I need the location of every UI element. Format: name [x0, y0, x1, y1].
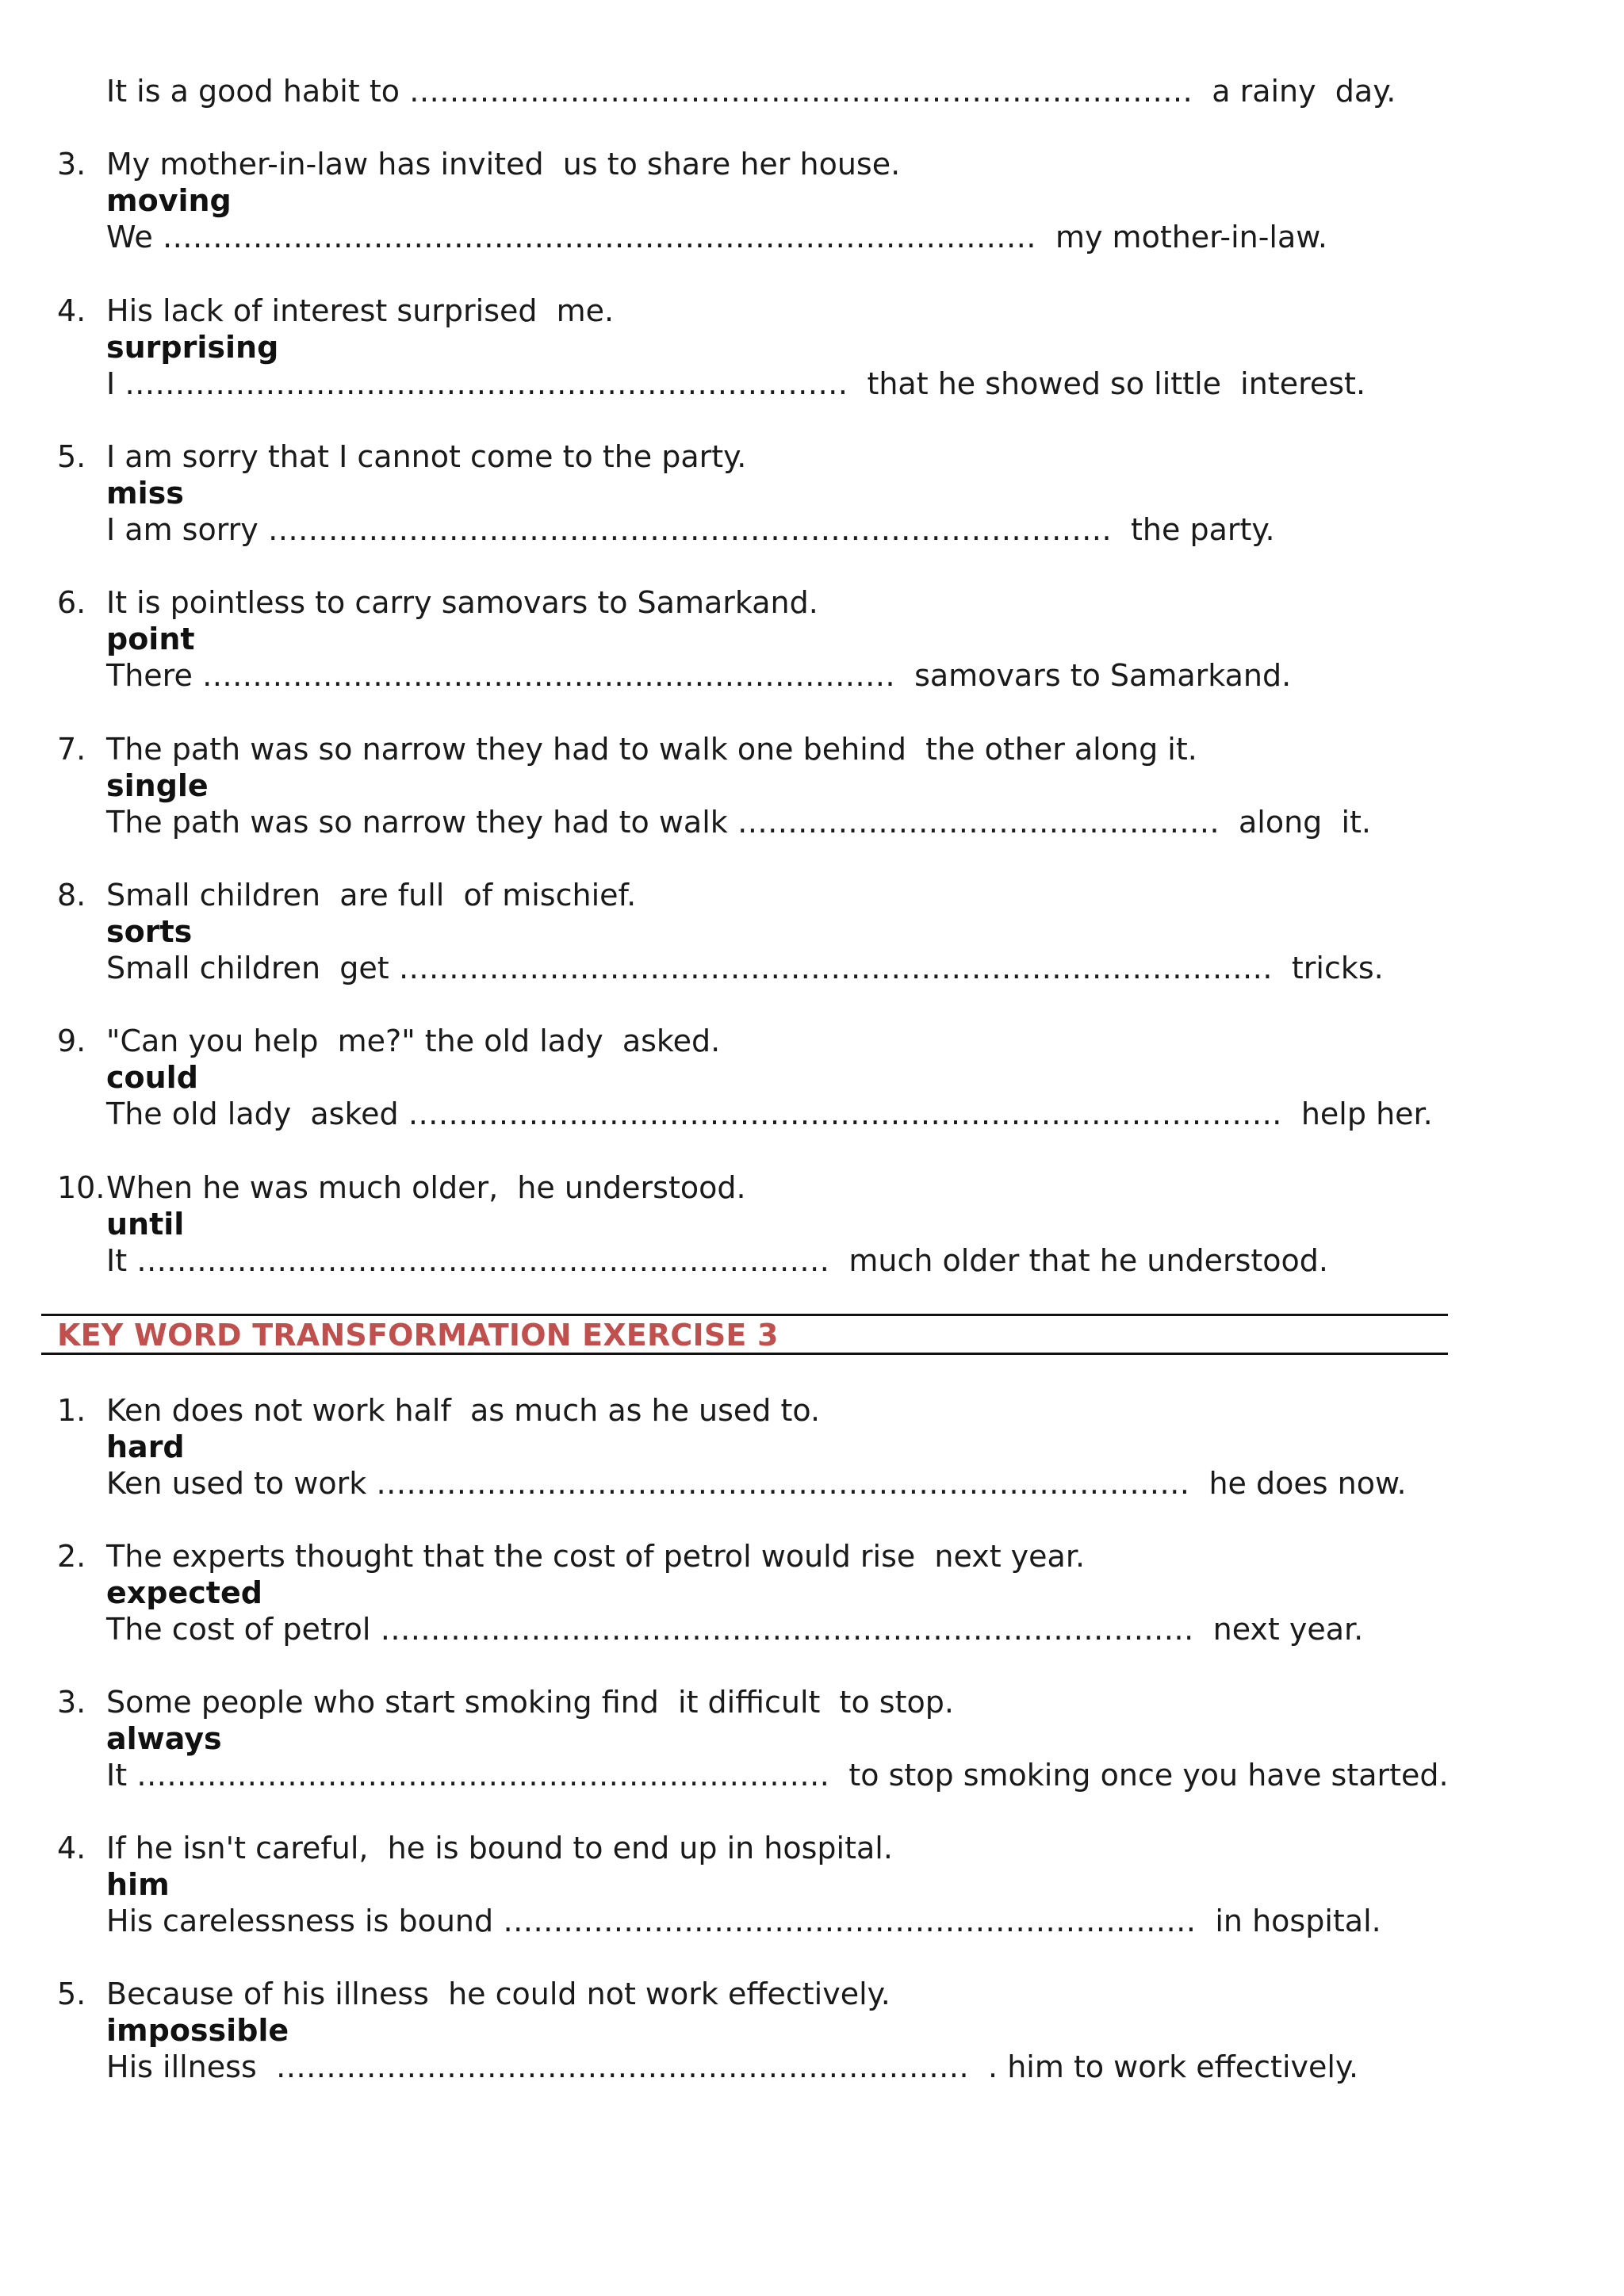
- ex2-item-3-keyword: moving: [106, 183, 232, 218]
- ex2-item-4-answer-line: I ……………………………………………………………… that he showed so little interest.: [106, 366, 1366, 401]
- section-rule-bottom: [41, 1353, 1448, 1355]
- ex3-item-3-prompt: Some people who start smoking find it difficult to stop.: [106, 1685, 954, 1720]
- ex2-item-6-keyword: point: [106, 622, 195, 656]
- ex3-item-4-keyword: him: [106, 1867, 170, 1902]
- ex2-item-2-answer-line: It is a good habit to …………………………………………………………………… a rainy day.: [106, 74, 1396, 109]
- ex3-item-5-number: 5.: [57, 1976, 86, 2011]
- ex2-item-10-answer-line: It …………………………………………………………… much older that he understood.: [106, 1243, 1328, 1278]
- ex3-item-5-prompt: Because of his illness he could not work effectively.: [106, 1976, 891, 2011]
- ex3-item-4-number: 4.: [57, 1831, 86, 1866]
- ex3-item-3-keyword: always: [106, 1721, 222, 1756]
- ex2-item-3-answer-line: We …………………………………………………………………………… my mother-in-law.: [106, 220, 1327, 254]
- ex2-item-5-number: 5.: [57, 439, 86, 474]
- ex2-item-7-answer-line: The path was so narrow they had to walk ………………………………………… along it.: [106, 805, 1371, 840]
- ex2-item-6-prompt: It is pointless to carry samovars to Samarkand.: [106, 585, 818, 620]
- exercise-3-heading: KEY WORD TRANSFORMATION EXERCISE 3: [57, 1318, 779, 1353]
- ex2-item-10-number: 10.: [57, 1170, 105, 1205]
- ex3-item-1-answer-line: Ken used to work ……………………………………………………………………… he does now.: [106, 1466, 1407, 1501]
- ex2-item-7-keyword: single: [106, 768, 209, 803]
- ex3-item-2-prompt: The experts thought that the cost of petrol would rise next year.: [106, 1539, 1086, 1574]
- ex3-item-4-answer-line: His carelessness is bound …………………………………………………………… in hospital.: [106, 1904, 1381, 1938]
- ex2-item-9-keyword: could: [106, 1060, 198, 1095]
- section-rule-top: [41, 1314, 1448, 1316]
- ex2-item-5-prompt: I am sorry that I cannot come to the party.: [106, 439, 747, 474]
- ex2-item-3-number: 3.: [57, 147, 86, 182]
- ex3-item-5-keyword: impossible: [106, 2013, 289, 2048]
- ex2-item-8-number: 8.: [57, 878, 86, 913]
- ex3-item-1-number: 1.: [57, 1393, 86, 1428]
- ex3-item-4-prompt: If he isn't careful, he is bound to end up in hospital.: [106, 1831, 893, 1866]
- ex2-item-7-prompt: The path was so narrow they had to walk one behind the other along it.: [106, 732, 1197, 767]
- ex2-item-8-keyword: sorts: [106, 914, 193, 949]
- ex2-item-3-prompt: My mother-in-law has invited us to share her house.: [106, 147, 901, 182]
- ex2-item-7-number: 7.: [57, 732, 86, 767]
- ex2-item-4-number: 4.: [57, 293, 86, 328]
- ex3-item-2-number: 2.: [57, 1539, 86, 1574]
- ex2-item-9-number: 9.: [57, 1024, 86, 1058]
- ex3-item-1-keyword: hard: [106, 1429, 185, 1464]
- ex3-item-3-number: 3.: [57, 1685, 86, 1720]
- ex2-item-9-prompt: "Can you help me?" the old lady asked.: [106, 1024, 721, 1058]
- ex2-item-10-prompt: When he was much older, he understood.: [106, 1170, 746, 1205]
- ex2-item-6-number: 6.: [57, 585, 86, 620]
- ex3-item-1-prompt: Ken does not work half as much as he used to.: [106, 1393, 821, 1428]
- ex2-item-6-answer-line: There …………………………………………………………… samovars to Samarkand.: [106, 658, 1292, 693]
- ex3-item-5-answer-line: His illness …………………………………………………………… . him to work effectively.: [106, 2049, 1359, 2084]
- ex3-item-3-answer-line: It …………………………………………………………… to stop smoking once you have started.: [106, 1758, 1449, 1793]
- ex2-item-9-answer-line: The old lady asked …………………………………………………………………………… help her.: [106, 1096, 1433, 1131]
- ex3-item-2-answer-line: The cost of petrol ……………………………………………………………………… next year.: [106, 1612, 1364, 1647]
- ex3-item-2-keyword: expected: [106, 1575, 262, 1610]
- ex2-item-5-keyword: miss: [106, 476, 184, 511]
- ex2-item-8-prompt: Small children are full of mischief.: [106, 878, 637, 913]
- ex2-item-4-prompt: His lack of interest surprised me.: [106, 293, 615, 328]
- ex2-item-8-answer-line: Small children get …………………………………………………………………………… tricks.: [106, 951, 1384, 985]
- ex2-item-10-keyword: until: [106, 1207, 185, 1242]
- ex2-item-5-answer-line: I am sorry ………………………………………………………………………… the party.: [106, 512, 1275, 547]
- ex2-item-4-keyword: surprising: [106, 330, 279, 365]
